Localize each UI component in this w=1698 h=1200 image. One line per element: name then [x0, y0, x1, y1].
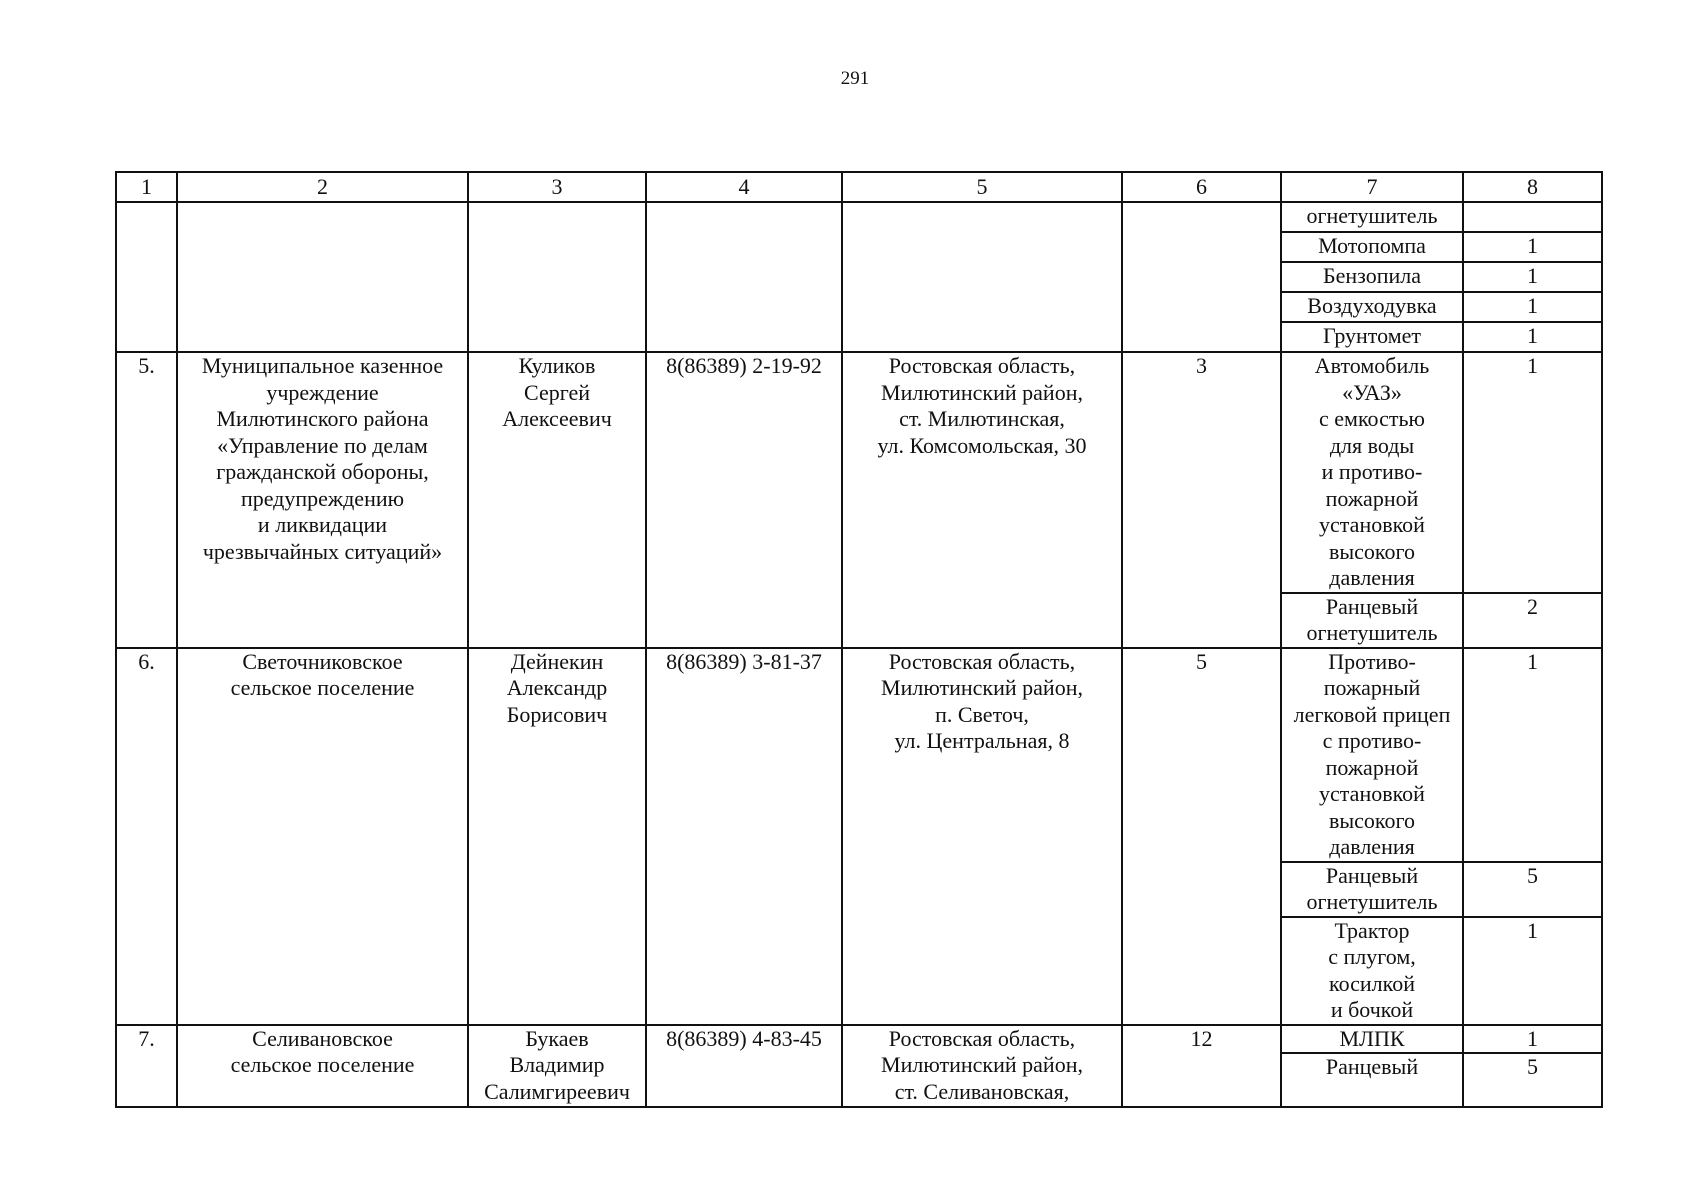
registry-table [115, 171, 1603, 1108]
column-number: 4 [646, 172, 842, 202]
column-number: 5 [842, 172, 1122, 202]
equipment-name: Автомобиль «УАЗ» с емкостью для воды и противо- пожарной установкой высокого давления [1281, 352, 1463, 593]
head-name: Букаев Владимир Салимгиреевич [468, 1025, 646, 1108]
equipment-name: Грунтомет [1281, 322, 1463, 352]
equipment-qty: 1 [1463, 232, 1602, 262]
organization-name: Муниципальное казенное учреждение Милютинского района «Управление по делам гражданской обороны, предупреждению и ликвидации чрезвычайных ситуаций» [177, 352, 468, 648]
column-number: 2 [177, 172, 468, 202]
equipment-qty: 1 [1463, 917, 1602, 1025]
equipment-qty: 5 [1463, 1053, 1602, 1107]
equipment-qty: 2 [1463, 593, 1602, 648]
equipment-qty: 1 [1463, 648, 1602, 862]
column-number-row [116, 172, 1602, 202]
equipment-name: Воздуходувка [1281, 292, 1463, 322]
equipment-name: Бензопила [1281, 262, 1463, 292]
column-number: 6 [1122, 172, 1281, 202]
column-number: 3 [468, 172, 646, 202]
equipment-qty: 1 [1463, 352, 1602, 593]
empty-cell [116, 202, 177, 352]
page-number: 291 [840, 68, 870, 89]
equipment-name: Трактор с плугом, косилкой и бочкой [1281, 917, 1463, 1025]
column-number: 7 [1281, 172, 1463, 202]
equipment-name: огнетушитель [1281, 202, 1463, 232]
table-row [116, 1025, 1602, 1054]
address: Ростовская область, Милютинский район, ст. Милютинская, ул. Комсомольская, 30 [842, 352, 1122, 648]
staff-count: 12 [1122, 1025, 1281, 1108]
row-number: 5. [116, 352, 177, 648]
organization-name: Светочниковское сельское поселение [177, 648, 468, 1025]
table-row [116, 352, 1602, 593]
continued-row [116, 202, 1602, 232]
equipment-qty [1463, 202, 1602, 232]
column-number: 1 [116, 172, 177, 202]
address: Ростовская область, Милютинский район, ст. Селивановская, [842, 1025, 1122, 1108]
head-name: Куликов Сергей Алексеевич [468, 352, 646, 648]
row-number: 6. [116, 648, 177, 1025]
phone-number: 8(86389) 4-83-45 [646, 1025, 842, 1108]
equipment-name: Ранцевый огнетушитель [1281, 593, 1463, 648]
equipment-name: Мотопомпа [1281, 232, 1463, 262]
address: Ростовская область, Милютинский район, п. Светоч, ул. Центральная, 8 [842, 648, 1122, 1025]
organization-name: Селивановское сельское поселение [177, 1025, 468, 1108]
equipment-qty: 5 [1463, 862, 1602, 917]
staff-count: 3 [1122, 352, 1281, 648]
equipment-name: МЛПК [1281, 1025, 1463, 1054]
equipment-qty: 1 [1463, 292, 1602, 322]
table-row [116, 648, 1602, 862]
equipment-name: Противо- пожарный легковой прицеп с противо- пожарной установкой высокого давления [1281, 648, 1463, 862]
row-number: 7. [116, 1025, 177, 1108]
staff-count: 5 [1122, 648, 1281, 1025]
phone-number: 8(86389) 3-81-37 [646, 648, 842, 1025]
equipment-qty: 1 [1463, 262, 1602, 292]
column-number: 8 [1463, 172, 1602, 202]
equipment-name: Ранцевый [1281, 1053, 1463, 1107]
empty-cell [842, 202, 1122, 352]
head-name: Дейнекин Александр Борисович [468, 648, 646, 1025]
empty-cell [177, 202, 468, 352]
equipment-name: Ранцевый огнетушитель [1281, 862, 1463, 917]
empty-cell [468, 202, 646, 352]
empty-cell [1122, 202, 1281, 352]
equipment-qty: 1 [1463, 1025, 1602, 1054]
empty-cell [646, 202, 842, 352]
equipment-qty: 1 [1463, 322, 1602, 352]
phone-number: 8(86389) 2-19-92 [646, 352, 842, 648]
